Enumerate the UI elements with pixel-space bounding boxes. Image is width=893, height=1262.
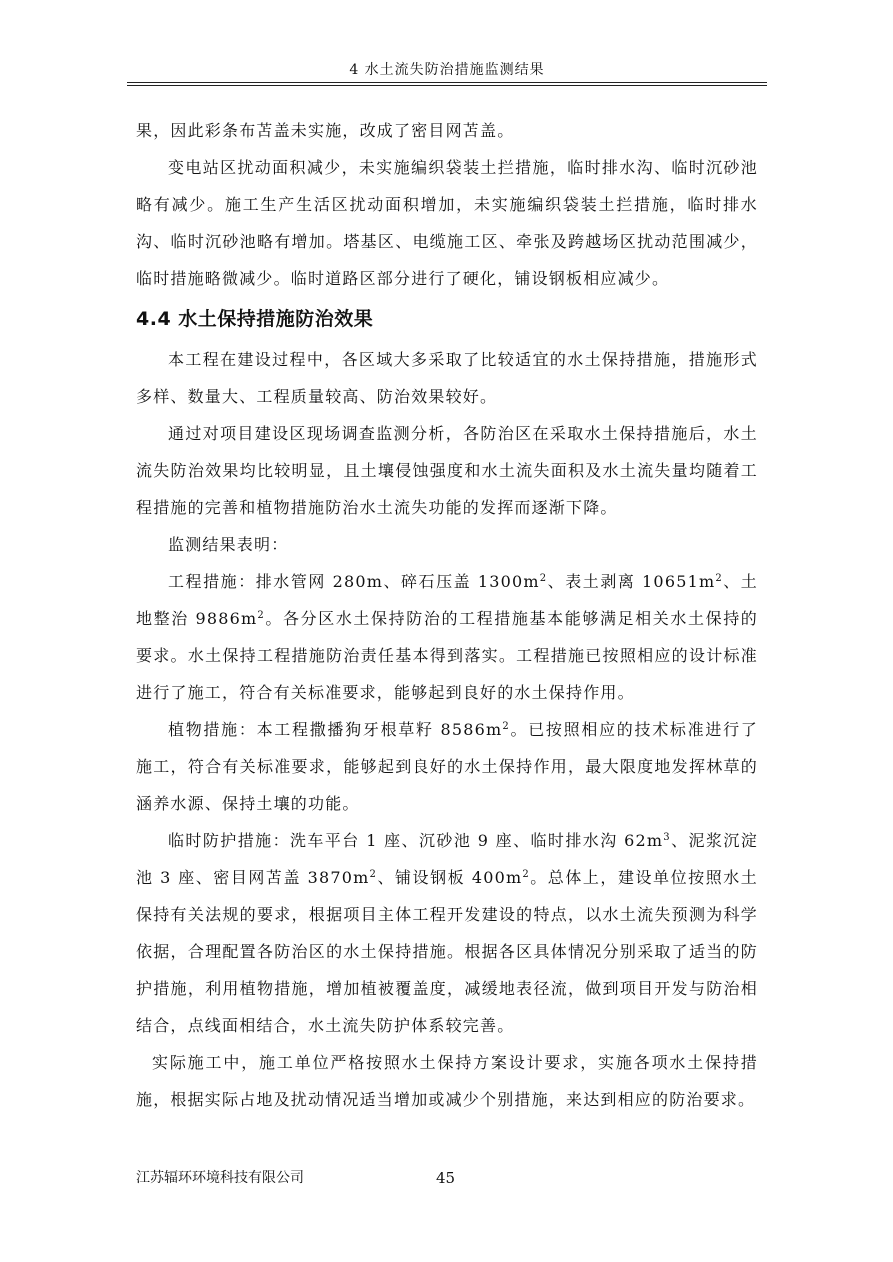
paragraph: 果，因此彩条布苫盖未实施，改成了密目网苫盖。 (136, 121, 515, 140)
superscript: 2 (369, 869, 378, 880)
text-span: 。各分区水土保持防治的工程措施基本能够满足相关水土保持的要求。水土保持工程措施防治责任基本得到落实。工程措施已按照相应的设计标准进行了施工，符合有关标准要求，能够起到良好的水土保持作用。 (136, 609, 759, 702)
superscript: 2 (522, 869, 530, 880)
text-span: 、铺设钢板 400m (377, 868, 523, 887)
paragraph: 监测结果表明： (168, 535, 289, 554)
header-rule-second (127, 85, 767, 86)
superscript: 2 (502, 721, 510, 732)
paragraph-temporary-measures (136, 822, 758, 1044)
paragraph-plant-measures (136, 711, 758, 822)
text-span: 。总体上，建设单位按照水土保持有关法规的要求，根据项目主体工程开发建设的特点，以水土流失预测为科学依据，合理配置各防治区的水土保持措施。根据各区具体情况分别采取了适当的防护措施，利用植物措施，增加植被覆盖度，减缓地表径流，做到项目开发与防治相结合，点线面相结合，水土流失防护体系较完善。 (136, 868, 758, 1035)
paragraph-engineering-measures (136, 563, 758, 711)
text-span: 、表土剥离 10651m (547, 572, 716, 591)
paragraph: 本工程在建设过程中，各区域大多采取了比较适宜的水土保持措施，措施形式多样、数量大、工程质量较高、防治效果较好。 (136, 350, 758, 406)
text-span: 工程措施：排水管网 280m、碎石压盖 1300m (168, 572, 540, 591)
superscript: 2 (539, 573, 548, 584)
text-span: 。已按照相应的技术标准进行了施工，符合有关标准要求，能够起到良好的水土保持作用，最大限度地发挥林草的涵养水源、保持土壤的功能。 (136, 720, 758, 813)
body-text (136, 112, 758, 1118)
paragraph: 通过对项目建设区现场调查监测分析，各防治区在采取水土保持措施后，水土流失防治效果均比较明显，且土壤侵蚀强度和水土流失面积及水土流失量均随着工程措施的完善和植物措施防治水土流失功能的发挥而逐渐下降。 (136, 424, 758, 517)
superscript: 2 (715, 573, 723, 584)
footer-company: 江苏辐环环境科技有限公司 (136, 1170, 304, 1186)
text-span: 临时防护措施：洗车平台 1 座、沉砂池 9 座、临时排水沟 62m (168, 831, 664, 850)
header-rule (127, 82, 767, 83)
running-header: 4 水土流失防治措施监测结果 (349, 62, 545, 78)
paragraph: 变电站区扰动面积减少，未实施编织袋装土拦措施，临时排水沟、临时沉砂池略有减少。施工生产生活区扰动面积增加，未实施编织袋装土拦措施，临时排水沟、临时沉砂池略有增加。塔基区、电缆施工区、牵张及跨越场区扰动范围减少，临时措施略微减少。临时道路区部分进行了硬化，铺设钢板相应减少。 (136, 158, 758, 288)
superscript: 2 (257, 610, 265, 621)
text-span: 、泥浆沉淀池 3 座、密目网苫盖 3870m (136, 831, 758, 887)
page-number: 45 (436, 1169, 456, 1187)
text-span: 、土地整治 9886m (136, 572, 758, 628)
text-span: 植物措施：本工程撒播狗牙根草籽 8586m (168, 720, 503, 739)
section-heading: 4.4 水土保持措施防治效果 (136, 308, 374, 330)
paragraph: 实际施工中，施工单位严格按照水土保持方案设计要求，实施各项水土保持措施，根据实际占地及扰动情况适当增加或减少个别措施，来达到相应的防治要求。 (136, 1053, 758, 1109)
superscript: 3 (663, 832, 671, 843)
